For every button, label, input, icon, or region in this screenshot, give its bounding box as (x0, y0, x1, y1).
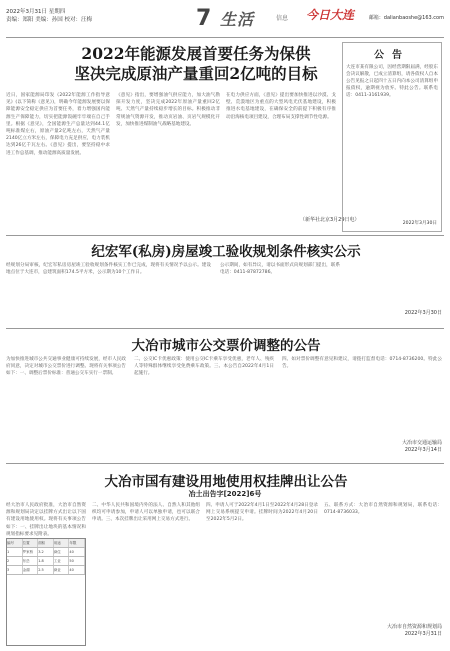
table-header-cell: 位置 (23, 539, 39, 547)
editors-line: 责编：郑阳 美编：孙国 校对：汪梅 (6, 17, 92, 23)
article4-sign-org: 大冶市自然资源和规划局 (386, 624, 442, 630)
header-rule (6, 37, 444, 38)
table-cell: 40 (69, 566, 85, 574)
table-cell: 3 (7, 566, 23, 574)
land-table-header (7, 539, 85, 548)
section-rule-1 (6, 235, 444, 236)
table-cell: 工业 (54, 557, 70, 565)
article3-col2: 二、公交IC卡优惠政策：使用公交IC卡乘车享受优惠，老年人、残疾人等特殊群体继续享受免费乘车政策。三、本公告自2022年4月1日起施行。 (134, 357, 274, 377)
table-cell: 2.5 (38, 566, 54, 574)
section-rule-2 (6, 328, 444, 329)
article1-headline-line2: 坚决完成原油产量重回2亿吨的目标 (74, 64, 318, 83)
notice-date: 2022年3月30日 (402, 221, 437, 226)
article1-col3: 在电力供应方面，《意见》提出要加快推进以沙漠、戈壁、荒漠地区为重点的大型风电光伏基地建设，积极推进水电基地建设，在确保安全的前提下积极有序推动沿海核电项目建设，合理布局支撑性调节性电源。 (226, 93, 336, 120)
table-cell: 1.8 (38, 557, 54, 565)
article2-col1: 经规划分局审核，纪宏军私房房屋竣工验收规划条件核实工作已完成，现将有关情况予以公示。建设地点位于大连市，总建筑面积174.5平方米，公示期为10个工作日。 (6, 263, 211, 276)
article4-sign (324, 624, 442, 638)
table-cell: 2 (7, 557, 23, 565)
masthead-meta (6, 8, 92, 24)
article4-col4: 五、联系方式：大冶市自然资源和规划局，联系电话：0714-8736033。 (324, 503, 442, 516)
section-rule-3 (6, 463, 444, 464)
table-cell: 商住 (54, 548, 70, 556)
article3-sign (330, 440, 442, 454)
article1-col2: 《意见》指出，要增强油气供应能力，加大油气勘探开发力度，坚决完成2022年原油产量重回2亿吨、天然气产量持续稳步增长的目标。积极推动非常规油气资源开发，推动页岩油、页岩气规模化开发，加快推进煤制油气战略基地建设。 (116, 93, 220, 127)
table-cell: 40 (69, 548, 85, 556)
notice-box (342, 42, 442, 232)
article1-headline-line1: 2022年能源发展首要任务为保供 (81, 44, 311, 63)
article1-headline (36, 44, 356, 84)
table-row (7, 557, 85, 566)
article3-sign-date: 2022年3月14日 (404, 447, 442, 453)
notice-body: 大连市某有限公司，因经营期限届满，经股东会决议解散，已成立清算组，请各债权人自本公告见报之日起四十五日内向本公司清算组申报债权，逾期视为放弃。特此公告。联系电话：0411-3161939。 (346, 65, 438, 98)
table-cell: 罗家桥 (23, 548, 39, 556)
table-header-cell: 编号 (7, 539, 23, 547)
article4-col3: 四、申请人可于2022年4月1日至2022年4月28日登录网上交易系统提交申请。挂牌时间为2022年4月20日至2022年5月2日。 (206, 503, 318, 523)
table-cell: 金湖 (23, 566, 39, 574)
table-header-cell: 用途 (54, 539, 70, 547)
article3-sign-org: 大冶市交通运输局 (401, 440, 442, 446)
table-header-cell: 面积 (38, 539, 54, 547)
newspaper-logo: 今日大连 (306, 8, 355, 22)
article1-source: （新华社北京3月29日电） (300, 217, 360, 223)
article3-headline: 大冶市城市公交票价调整的公告 (131, 338, 321, 354)
notice-title: 公告 (374, 50, 410, 61)
article3-col3: 四、如对票价调整有意见和建议，请拨打监督电话：0714-8736200。特此公告。 (282, 357, 442, 370)
issue-date: 2022年3月31日 星期四 (6, 9, 66, 15)
table-cell: 商业 (54, 566, 70, 574)
table-header-cell: 年限 (69, 539, 85, 547)
section-title: 生活 (220, 10, 255, 29)
article2-headline: 纪宏军(私房)房屋竣工验收规划条件核实公示 (91, 244, 361, 260)
table-cell: 50 (69, 557, 85, 565)
land-table (6, 538, 86, 646)
editor-email: 邮箱：dalianbaoshe@163.com (368, 15, 444, 21)
article2-date: 2022年3月30日 (404, 310, 442, 316)
article4-headline: 大冶市国有建设用地使用权挂牌出让公告 (104, 474, 348, 490)
article2-col2: 公示期间，如有异议，请以书面形式向规划部门提出，联系电话：0411-87872786。 (220, 263, 340, 276)
article3-col1: 为加快推进城市公共交通事业健康可持续发展，经市人民政府同意，决定对城市公交票价进行调整。现将有关事项公告如下：一、调整后票价标准：普通公交车实行一票制。 (6, 357, 126, 377)
article4-col2: 二、中华人民共和国境内外的法人、自然人和其他组织均可申请参加，申请人可以单独申请，也可以联合申请。三、本次挂牌出让采用网上交易方式进行。 (92, 503, 200, 523)
article4-col1: 经大冶市人民政府批准，大冶市自然资源和规划局决定以挂牌方式出让以下国有建设用地使用权。现将有关事项公告如下：一、挂牌出让地块的基本情况和规划指标要求见附表。 (6, 503, 86, 536)
article1-col1: 近日，国家能源局印发《2022年能源工作指导意见》(以下简称《意见》)，明确今年能源发展要以保障能源安全稳定供应为首要任务，着力增强国内能源生产保障能力，切实把能源饭碗牢牢端在自己手里。根据《意见》，全国能源生产总量达到44.1亿吨标准煤左右，原油产量2亿吨左右，天然气产量2140亿立方米左右，保障电力充足供应，电力装机达到26亿千瓦左右。《意见》提出，要坚持稳中求进工作总基调，推动能源高质量发展。 (6, 93, 110, 156)
section-subtitle: 信息 (276, 15, 289, 22)
article4-sign-date: 2022年3月31日 (404, 631, 442, 637)
article4-subline: 冶土出告字[2022]6号 (188, 490, 262, 498)
table-row (7, 548, 85, 557)
table-row (7, 566, 85, 575)
table-cell: 东岳 (23, 557, 39, 565)
masthead (6, 4, 444, 36)
page-number: 7 (196, 6, 212, 31)
table-cell: 3.2 (38, 548, 54, 556)
table-cell: 1 (7, 548, 23, 556)
